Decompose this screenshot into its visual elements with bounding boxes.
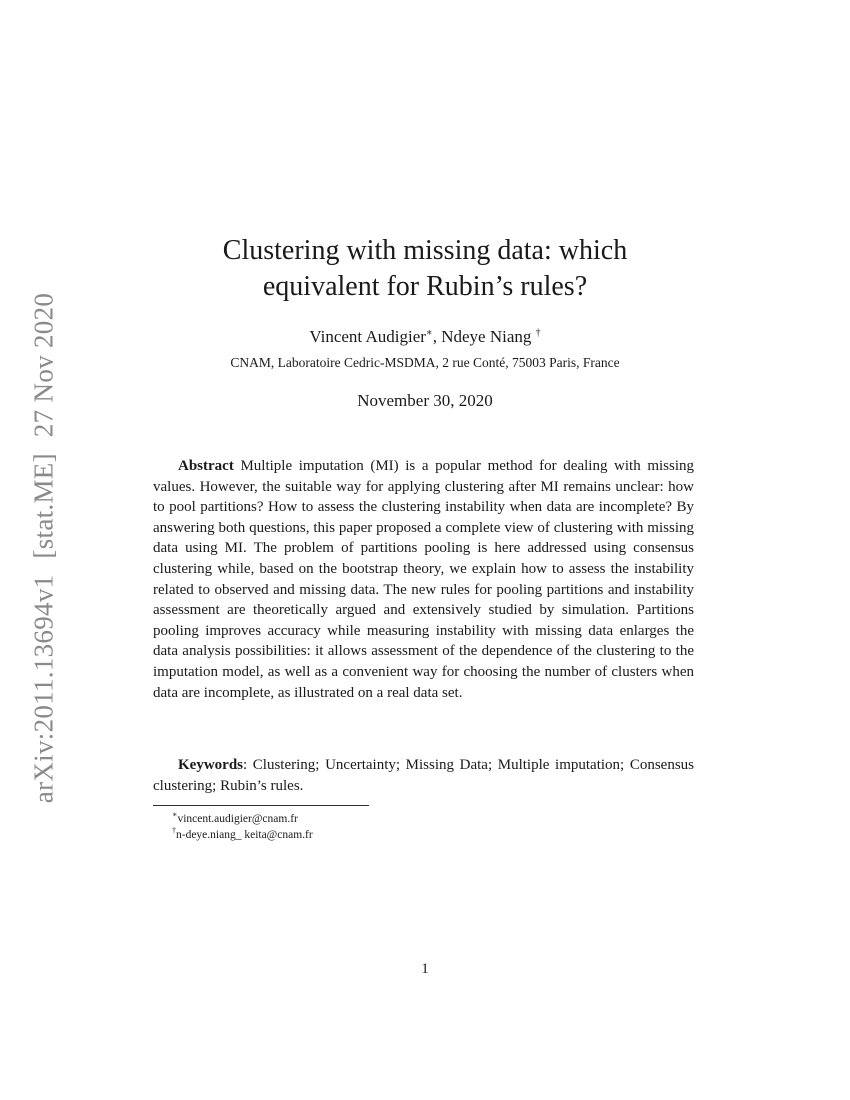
footnote-1-mark: ∗ <box>172 810 178 819</box>
footnote-2-mark: † <box>172 826 176 835</box>
footnote-1-text: vincent.audigier@cnam.fr <box>177 812 298 825</box>
footnote-1 <box>172 810 298 825</box>
author-1: Vincent Audigier <box>309 327 426 346</box>
authors <box>0 327 850 347</box>
author-2-footnote-mark: † <box>535 327 541 339</box>
arxiv-id: arXiv:2011.13694v1 <box>28 574 59 804</box>
title-line-1: Clustering with missing data: which <box>222 235 628 266</box>
keywords <box>153 755 694 796</box>
footnote-2 <box>172 826 313 841</box>
footnote-divider <box>153 805 369 806</box>
affiliation: CNAM, Laboratoire Cedric-MSDMA, 2 rue Conté, 75003 Paris, France <box>230 355 620 370</box>
author-2: Ndeye Niang <box>441 327 532 346</box>
author-1-footnote-mark: ∗ <box>425 327 433 339</box>
keywords-text: : Clustering; Uncertainty; Missing Data; Multiple imputation; Consensus clustering; Rubin’s rules. <box>153 757 694 794</box>
arxiv-category: [stat.ME] <box>28 453 59 559</box>
page-number: 1 <box>421 961 429 977</box>
paper-date: November 30, 2020 <box>357 391 493 410</box>
footnote-2-text: n-deye.niang_ keita@cnam.fr <box>176 828 313 841</box>
keywords-label: Keywords <box>178 757 243 773</box>
arxiv-date: 27 Nov 2020 <box>28 292 59 438</box>
abstract <box>153 456 694 703</box>
title-line-2: equivalent for Rubin’s rules? <box>262 271 588 302</box>
abstract-text: Multiple imputation (MI) is a popular method for dealing with missing values. However, the suitable way for applying clustering after MI remains unclear: how to pool partitions? How to assess the clustering instability when data are incomplete? By answering both questions, this paper proposed a complete view of clustering with missing data using MI. The problem of partitions pooling is here addressed using consensus clustering while, based on the bootstrap theory, we explain how to assess the instability related to observed and missing data. The new rules for pooling partitions and instability assessment are theoretically argued and extensively studied by simulation. Partitions pooling improves accuracy while measuring instability with missing data enlarges the data analysis possibilities: it allows assessment of the dependence of the clustering to the imputation model, as well as a convenient way for choosing the number of clusters when data are incomplete, as illustrated on a real data set. <box>153 458 695 701</box>
abstract-label: Abstract <box>178 458 234 474</box>
paper-title <box>0 233 850 305</box>
author-separator: , <box>432 327 442 346</box>
